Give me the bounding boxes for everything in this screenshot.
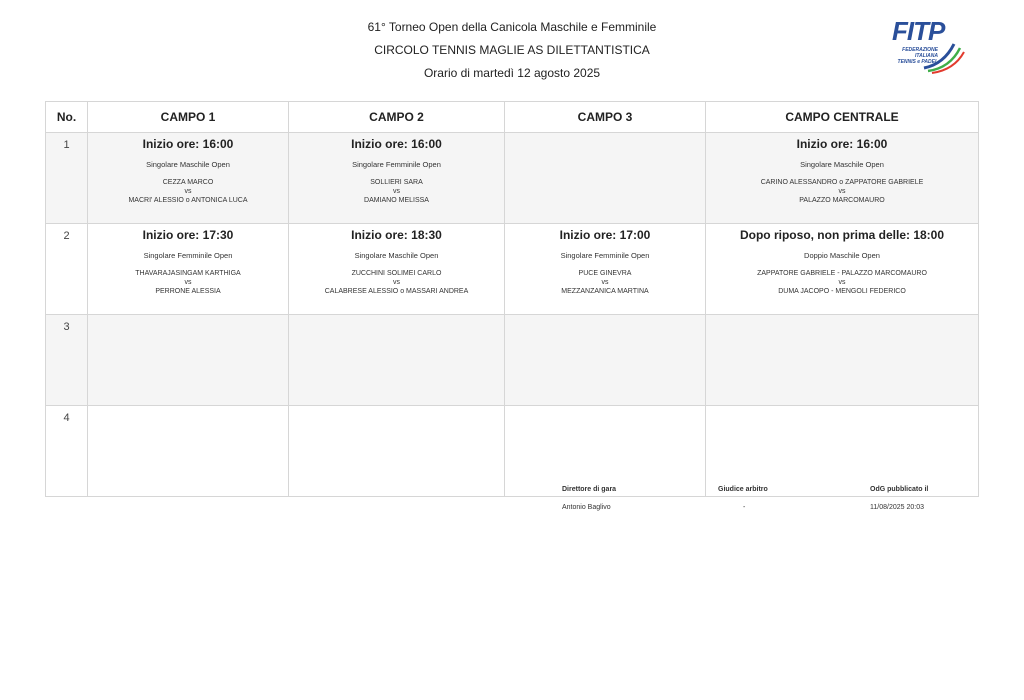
versus: vs xyxy=(184,188,192,195)
table-header-row xyxy=(46,102,979,133)
club-name: CIRCOLO TENNIS MAGLIE AS DILETTANTISTICA xyxy=(374,43,650,57)
empty-cell xyxy=(88,406,289,497)
match-cell xyxy=(88,224,289,315)
empty-cell xyxy=(505,133,706,224)
empty-cell xyxy=(505,406,706,497)
logo-wordmark: FITP xyxy=(892,16,945,46)
versus: vs xyxy=(184,279,192,286)
player-2: PALAZZO MARCOMAURO xyxy=(799,197,885,204)
row-number: 4 xyxy=(46,406,88,497)
player-2: DUMA JACOPO - MENGOLI FEDERICO xyxy=(778,288,906,295)
versus: vs xyxy=(393,188,400,195)
referee-label: Giudice arbitro xyxy=(718,486,768,493)
player-2: CALABRESE ALESSIO o MASSARI ANDREA xyxy=(324,288,469,295)
col-header-campo-1: CAMPO 1 xyxy=(88,102,289,133)
col-header-campo-3: CAMPO 3 xyxy=(505,102,706,133)
table-row xyxy=(46,315,979,406)
published-label: OdG pubblicato il xyxy=(870,486,929,493)
fitp-logo xyxy=(868,14,972,74)
start-time: Inizio ore: 16:00 xyxy=(142,137,234,151)
event-name: Singolare Maschile Open xyxy=(800,160,884,169)
empty-cell xyxy=(505,315,706,406)
start-time: Inizio ore: 17:30 xyxy=(142,228,234,242)
empty-cell xyxy=(289,315,505,406)
tournament-title: 61° Torneo Open della Canicola Maschile e Femminile xyxy=(367,20,657,34)
empty-cell xyxy=(706,406,979,497)
row-number: 2 xyxy=(46,224,88,315)
director-label: Direttore di gara xyxy=(562,486,617,493)
player-1: SOLLIERI SARA xyxy=(370,179,423,186)
referee-value: - xyxy=(743,504,746,511)
event-name: Singolare Maschile Open xyxy=(354,251,439,260)
published-value: 11/08/2025 20:03 xyxy=(870,504,924,511)
col-header-no: No. xyxy=(46,102,88,133)
player-1: PUCE GINEVRA xyxy=(578,270,632,277)
event-name: Singolare Femminile Open xyxy=(560,251,650,260)
empty-cell xyxy=(706,315,979,406)
versus: vs xyxy=(601,279,609,286)
player-1: CARINO ALESSANDRO o ZAPPATORE GABRIELE xyxy=(760,179,924,186)
match-cell xyxy=(289,224,505,315)
table-row xyxy=(46,406,979,497)
event-name: Singolare Femminile Open xyxy=(352,160,441,169)
col-header-campo-2: CAMPO 2 xyxy=(289,102,505,133)
row-number: 1 xyxy=(46,133,88,224)
event-name: Singolare Femminile Open xyxy=(143,251,233,260)
player-1: THAVARAJASINGAM KARTHIGA xyxy=(135,270,241,277)
empty-cell xyxy=(289,406,505,497)
match-cell xyxy=(706,224,979,315)
table-row xyxy=(46,224,979,315)
logo-subtitle: FEDERAZIONE ITALIANA TENNIS e PADEL xyxy=(897,47,938,65)
match-cell xyxy=(706,133,979,224)
versus: vs xyxy=(393,279,400,286)
event-name: Doppio Maschile Open xyxy=(804,251,880,260)
start-time: Inizio ore: 17:00 xyxy=(559,228,651,242)
col-header-campo-centrale: CAMPO CENTRALE xyxy=(706,102,979,133)
versus: vs xyxy=(838,188,846,195)
start-time: Inizio ore: 16:00 xyxy=(351,137,442,151)
player-2: MEZZANZANICA MARTINA xyxy=(561,288,649,295)
logo-swoosh-icon xyxy=(920,38,968,74)
director-value: Antonio Baglivo xyxy=(562,504,611,511)
schedule-table xyxy=(45,101,979,497)
match-cell xyxy=(505,224,706,315)
player-2: MACRI' ALESSIO o ANTONICA LUCA xyxy=(128,197,248,204)
player-1: ZAPPATORE GABRIELE - PALAZZO MARCOMAURO xyxy=(757,270,927,277)
player-2: DAMIANO MELISSA xyxy=(364,197,429,204)
match-cell xyxy=(289,133,505,224)
player-1: CEZZA MARCO xyxy=(162,179,214,186)
event-name: Singolare Maschile Open xyxy=(146,160,230,169)
row-number: 3 xyxy=(46,315,88,406)
player-2: PERRONE ALESSIA xyxy=(155,288,221,295)
schedule-date: Orario di martedì 12 agosto 2025 xyxy=(423,66,601,80)
table-row xyxy=(46,133,979,224)
empty-cell xyxy=(88,315,289,406)
match-cell xyxy=(88,133,289,224)
versus: vs xyxy=(838,279,846,286)
start-time: Inizio ore: 16:00 xyxy=(796,137,888,151)
start-time: Inizio ore: 18:30 xyxy=(351,228,442,242)
player-1: ZUCCHINI SOLIMEI CARLO xyxy=(351,270,442,277)
start-time: Dopo riposo, non prima delle: 18:00 xyxy=(739,228,945,242)
